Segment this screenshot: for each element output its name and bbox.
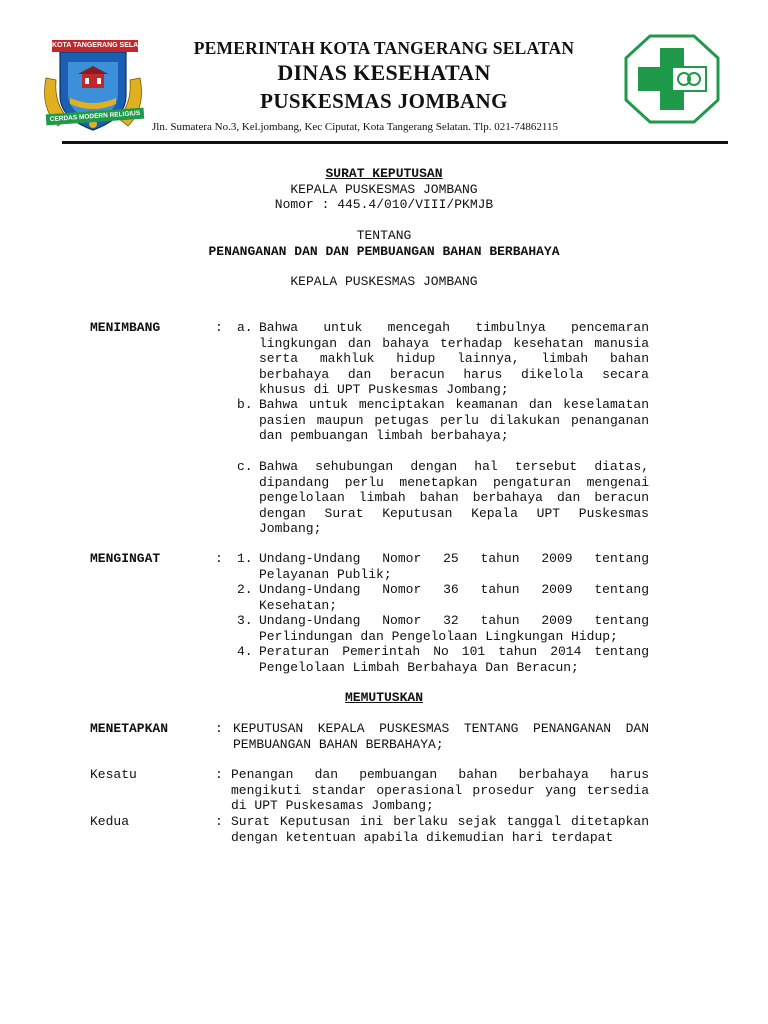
kedua-colon: : — [215, 814, 223, 829]
kesatu-text: Penangan dan pembuangan bahan berbahaya harus mengikuti standar operasional prosedur yang tersedia di UPT Puskesamas Jombang; — [231, 767, 649, 813]
mengingat-item-4: Peraturan Pemerintah No 101 tahun 2014 tentang Pengelolaan Limbah Berbahaya Dan Beracun; — [259, 644, 649, 675]
menimbang-colon: : — [215, 320, 223, 335]
mengingat-marker-3: 3. — [237, 613, 253, 628]
mengingat-marker-1: 1. — [237, 551, 253, 566]
mengingat-item-3: Undang-Undang Nomor 32 tahun 2009 tentang Perlindungan dan Pengelolaan Lingkungan Hidup; — [259, 613, 649, 644]
mengingat-label: MENGINGAT — [90, 551, 161, 566]
mengingat-marker-4: 4. — [237, 644, 253, 659]
menimbang-item-c: Bahwa sehubungan dengan hal tersebut diatas, dipandang perlu menetapkan pengaturan mengenai pengelolaan limbah bahan berbahaya dan beracun dengan Surat Keputusan Kepala UPT Puskesmas Jombang; — [259, 459, 649, 536]
menetapkan-text: KEPUTUSAN KEPALA PUSKESMAS TENTANG PENANGANAN DAN PEMBUANGAN BAHAN BERBAHAYA; — [233, 721, 649, 752]
decree-subject: PENANGANAN DAN DAN PEMBUANGAN BAHAN BERBAHAYA — [208, 244, 560, 259]
kedua-label: Kedua — [90, 814, 130, 829]
menimbang-marker-a: a. — [237, 320, 253, 335]
kedua-text: Surat Keputusan ini berlaku sejak tanggal ditetapkan dengan ketentuan apabila dikemudian hari terdapat — [231, 814, 649, 845]
decree-title: SURAT KEPUTUSAN — [325, 166, 443, 181]
menimbang-label: MENIMBANG — [90, 320, 161, 335]
menetapkan-colon: : — [215, 721, 223, 736]
kesatu-label: Kesatu — [90, 767, 137, 782]
left-logo-banner: KOTA TANGERANG SELATAN — [52, 40, 138, 52]
government-name: PEMERINTAH KOTA TANGERANG SELATAN — [193, 38, 575, 58]
mengingat-item-1: Undang-Undang Nomor 25 tahun 2009 tentang Pelayanan Publik; — [259, 551, 649, 582]
institution-name: PUSKESMAS JOMBANG — [260, 89, 508, 113]
menimbang-marker-b: b. — [237, 397, 253, 412]
menimbang-item-a: Bahwa untuk mencegah timbulnya pencemaran lingkungan dan bahaya terhadap kesehatan manusia serta makhluk hidup lainnya, limbah bahan berbahaya dan beracun harus dikelola secara khusus di UPT Puskesmas Jombang; — [259, 320, 649, 397]
letterhead — [0, 0, 768, 150]
mengingat-colon: : — [215, 551, 223, 566]
mengingat-item-2: Undang-Undang Nomor 36 tahun 2009 tentang Kesehatan; — [259, 582, 649, 613]
menetapkan-label: MENETAPKAN — [90, 721, 169, 736]
decree-number: Nomor : 445.4/010/VIII/PKMJB — [274, 197, 494, 212]
puskesmas-cross-icon — [624, 34, 720, 124]
about-label: TENTANG — [356, 228, 412, 243]
mengingat-marker-2: 2. — [237, 582, 253, 597]
menimbang-item-b: Bahwa untuk menciptakan keamanan dan keselamatan pasien maupun petugas perlu dilakukan penanganan dan pembuangan limbah berbahaya; — [259, 397, 649, 443]
memutuskan-heading: MEMUTUSKAN — [344, 690, 423, 705]
department-name: DINAS KESEHATAN — [277, 60, 491, 85]
menimbang-marker-c: c. — [237, 459, 253, 474]
decree-issuer-repeat: KEPALA PUSKESMAS JOMBANG — [290, 274, 478, 289]
letterhead-divider — [62, 141, 728, 144]
decree-issuer: KEPALA PUSKESMAS JOMBANG — [290, 182, 478, 197]
address-line: Jln. Sumatera No.3, Kel.jombang, Kec Ciputat, Kota Tangerang Selatan. Tlp. 021-74862115 — [152, 121, 558, 133]
kesatu-colon: : — [215, 767, 223, 782]
left-logo-motto: CERDAS MODERN RELIGIUS — [46, 108, 145, 126]
